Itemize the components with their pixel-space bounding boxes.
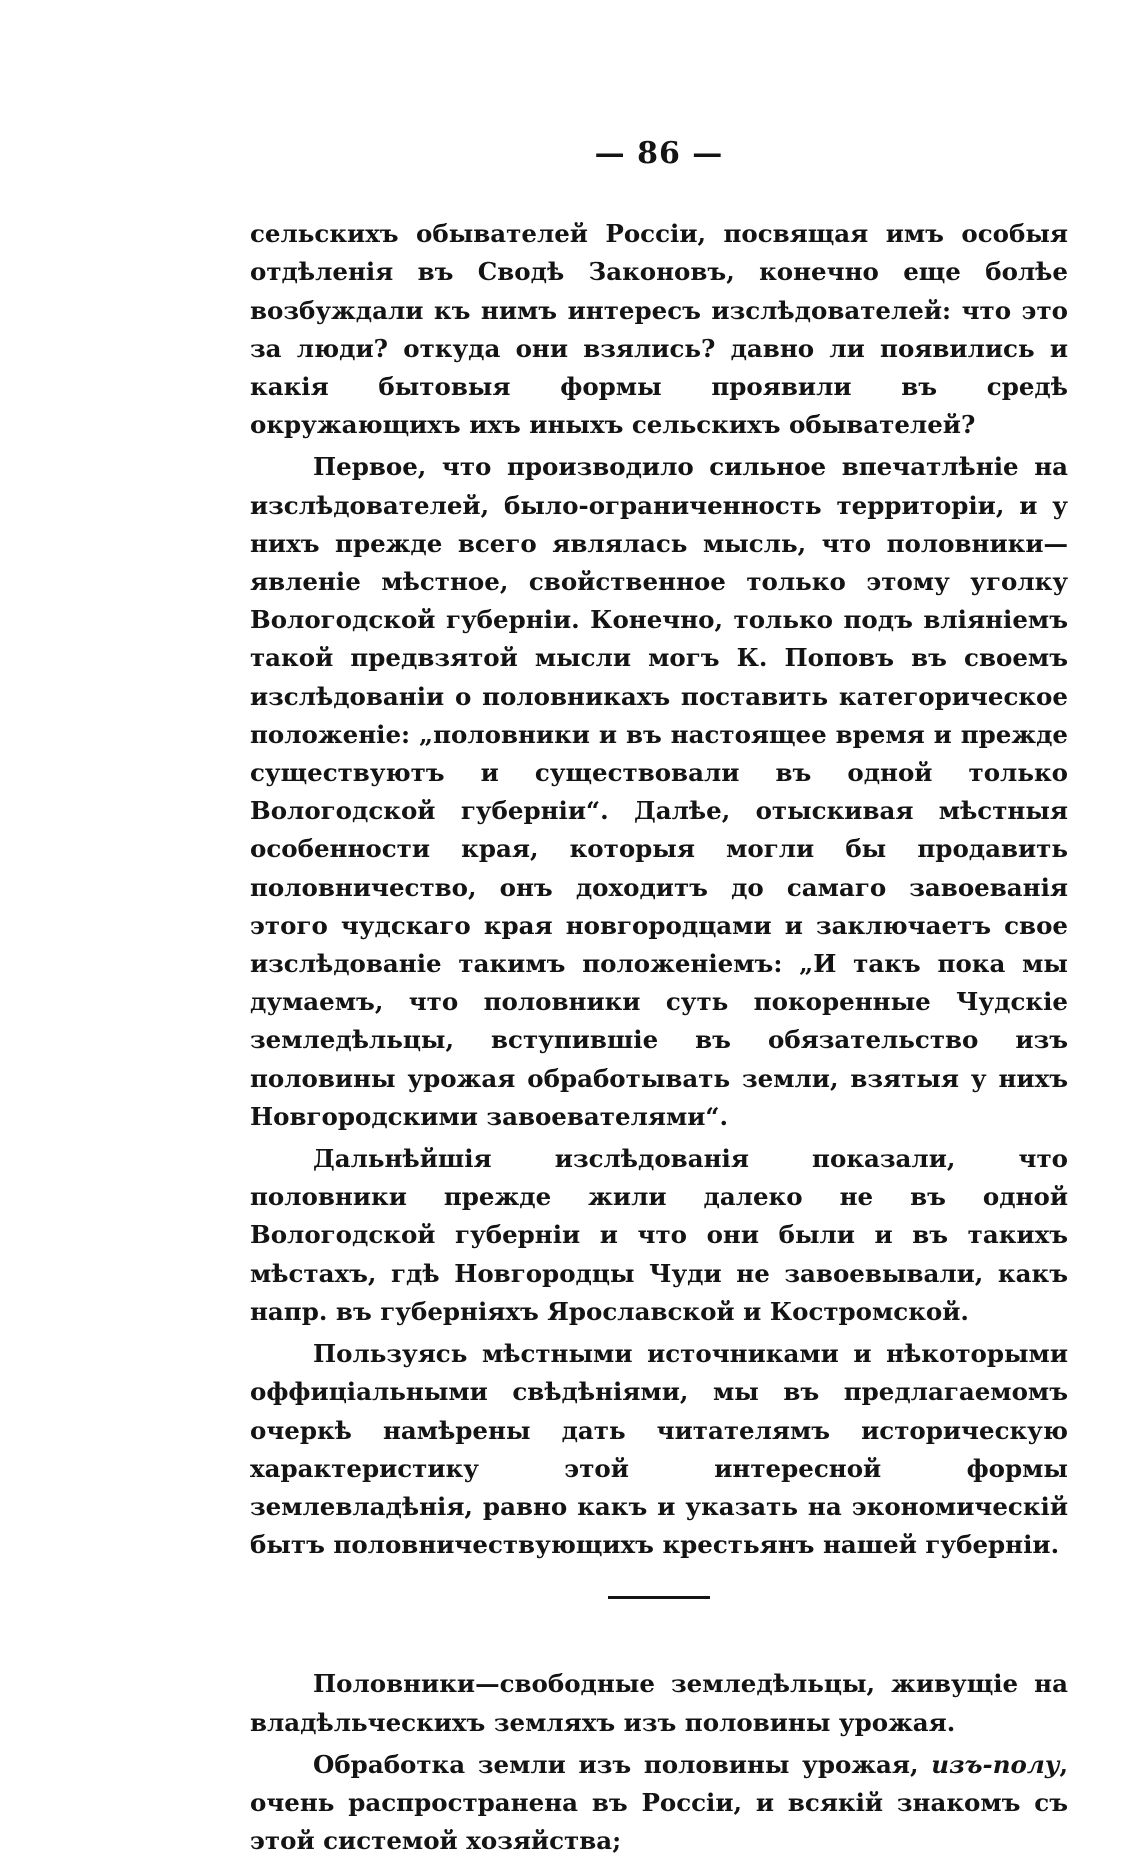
last-text-before: Обработка земли изъ половины урожая,: [313, 1749, 932, 1779]
paragraph-definition: Половники—свободные земледѣльцы, живущіе на владѣльческихъ земляхъ изъ половины урожая.: [250, 1669, 1068, 1737]
term-iz-polu: изъ-полу: [931, 1749, 1060, 1779]
paragraph-sources: Пользуясь мѣстными источниками и нѣкоторыми оффиціальными свѣдѣніями, мы въ предлагаемомъ очеркѣ намѣрены дать читателямъ историческую характеристику этой интересной формы землевладѣнія, равно какъ и указать на экономическій бытъ половничествующихъ крестьянъ нашей губерніи.: [250, 1339, 1068, 1560]
page-number: — 86 —: [594, 136, 724, 171]
book-page: [250, 135, 1068, 1864]
section-divider: [608, 1596, 710, 1599]
paragraph-first-impression: Первое, что производило сильное впечатлѣніе на изслѣдователей, было-ограниченность территоріи, и у нихъ прежде всего являлась мысль, что половники—явленіе мѣстное, свойственное только этому уголку Вологодской губерніи. Конечно, только подъ вліяніемъ такой предвзятой мысли могъ К. Поповъ въ своемъ изслѣдованіи о половникахъ поставить категорическое положеніе: „половники и въ настоящее время и прежде существуютъ и существовали въ одной только Вологодской губерніи“. Далѣе, отыскивая мѣстныя особенности края, которыя могли бы продавить половничество, онъ доходитъ до самаго завоеванія этого чудскаго края новгородцами и заключаетъ свое изслѣдованіе такимъ положеніемъ: „И такъ пока мы думаемъ, что половники суть покоренные Чудскіе земледѣльцы, вступившіе въ обязательство изъ половины урожая обработывать земли, взятыя у нихъ Новгородскими завоевателями“.: [250, 452, 1068, 1131]
paragraph-further-research: Дальнѣйшія изслѣдованія показали, что половники прежде жили далеко не въ одной Вологодской губерніи и что они были и въ такихъ мѣстахъ, гдѣ Новгородцы Чуди не завоевывали, какъ напр. въ губерніяхъ Ярославской и Костромской.: [250, 1144, 1068, 1326]
paragraph-continuation: сельскихъ обывателей Россіи, посвящая имъ особыя отдѣленія въ Сводѣ Законовъ, конечно еще болѣе возбуждали къ нимъ интересъ изслѣдователей: что это за люди? откуда они взялись? давно ли появились и какія бытовыя формы проявили въ средѣ окружающихъ ихъ иныхъ сельскихъ обывателей?: [250, 219, 1068, 440]
last-text-after: , очень распространена въ Россіи, и всякій знакомъ съ этой системой хозяйства;: [250, 1749, 1068, 1856]
